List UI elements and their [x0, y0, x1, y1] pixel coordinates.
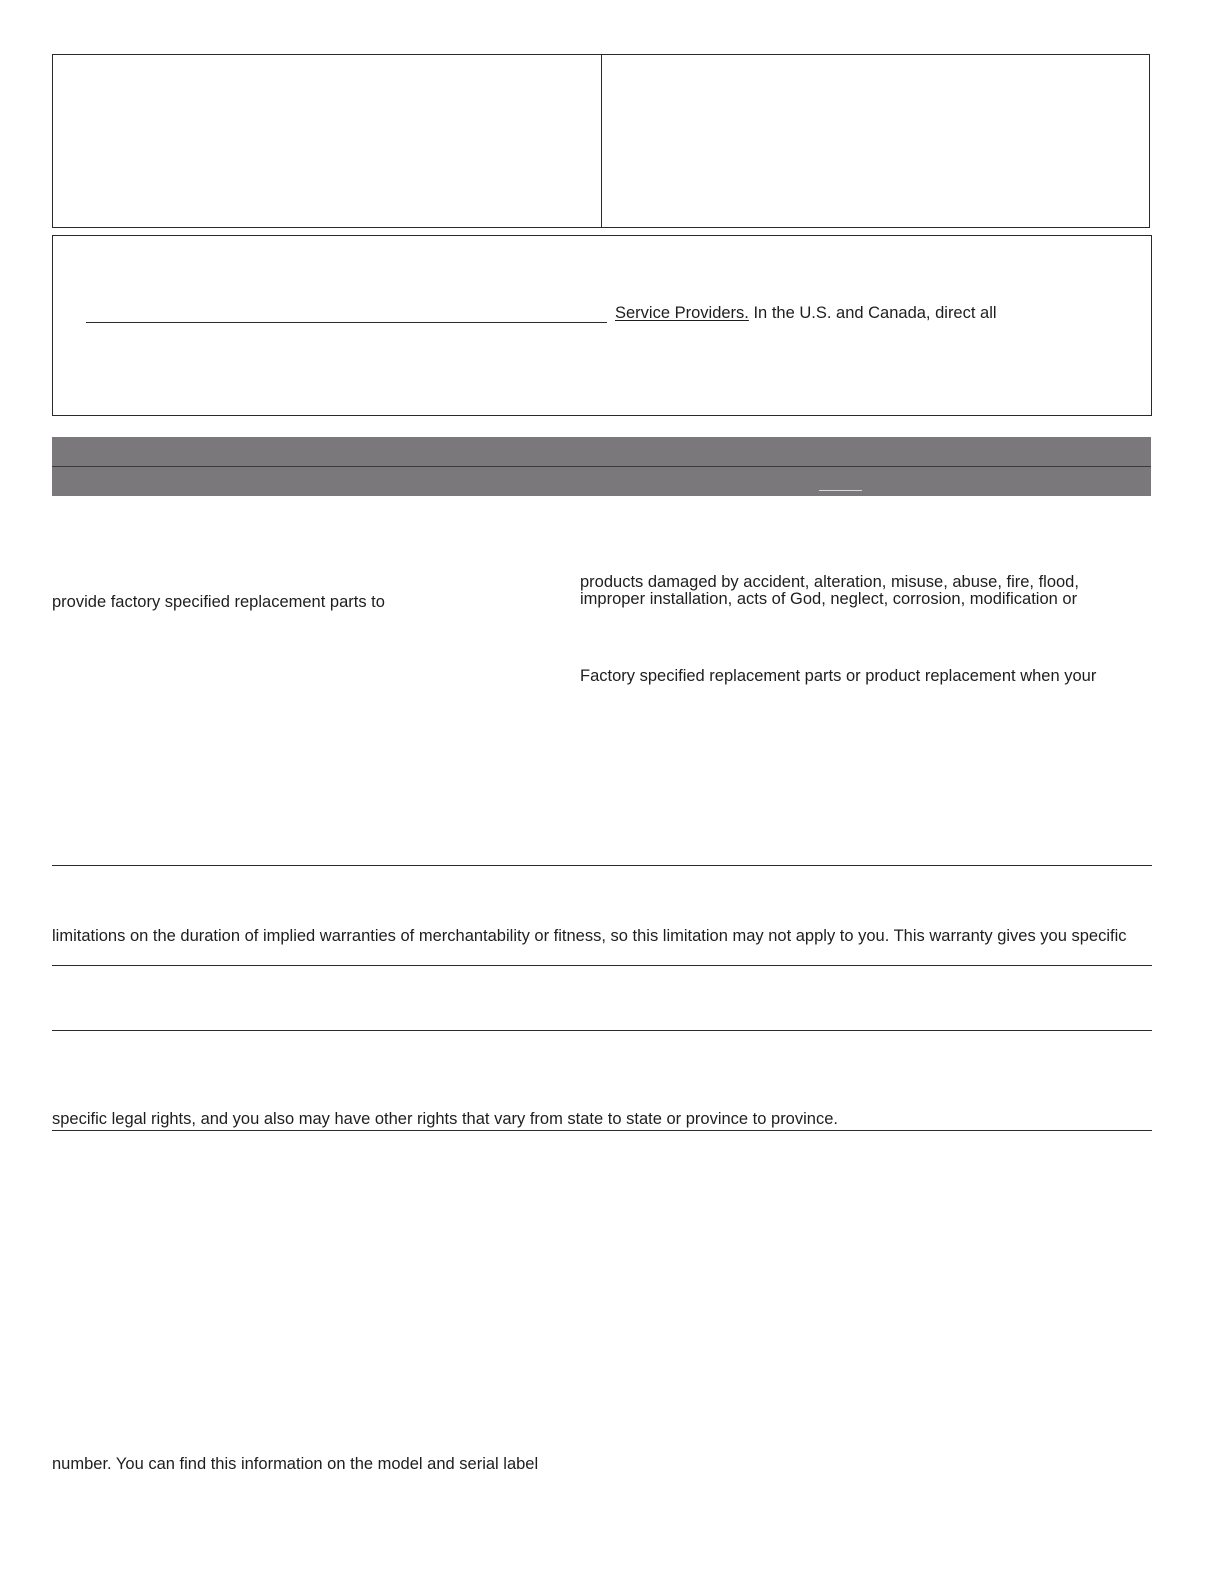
right-column-line-2: improper installation, acts of God, neglect, corrosion, modification or [580, 590, 1078, 608]
contact-blank-line [86, 322, 607, 323]
disclaimer-line-1: limitations on the duration of implied warranties of merchantability or fitness, so this limitation may not apply to you. This warranty gives you specific [52, 927, 1127, 945]
contact-box [52, 235, 1152, 416]
header-underline-mark [819, 490, 862, 491]
service-providers-link[interactable]: Service Providers. [615, 304, 749, 322]
contact-line [615, 305, 997, 322]
direct-text: In the U.S. and Canada, direct all [748, 304, 997, 322]
left-column-line: provide factory specified replacement parts to [52, 593, 385, 611]
right-column-line-3: Factory specified replacement parts or product replacement when your [580, 667, 1097, 685]
disclaimer-line-2: specific legal rights, and you also may have other rights that vary from state to state or province to province. [52, 1110, 838, 1128]
disclaimer-rule-1 [52, 865, 1152, 866]
table-header-band-top [52, 437, 1151, 466]
table-header-band-bottom [52, 467, 1151, 496]
right-column-line-1: products damaged by accident, alteration, misuse, abuse, fire, flood, [580, 573, 1079, 591]
top-info-box-divider [601, 54, 602, 228]
disclaimer-rule-2 [52, 965, 1152, 966]
disclaimer-rule-4 [52, 1130, 1152, 1131]
footer-line: number. You can find this information on the model and serial label [52, 1455, 539, 1473]
disclaimer-rule-3 [52, 1030, 1152, 1031]
